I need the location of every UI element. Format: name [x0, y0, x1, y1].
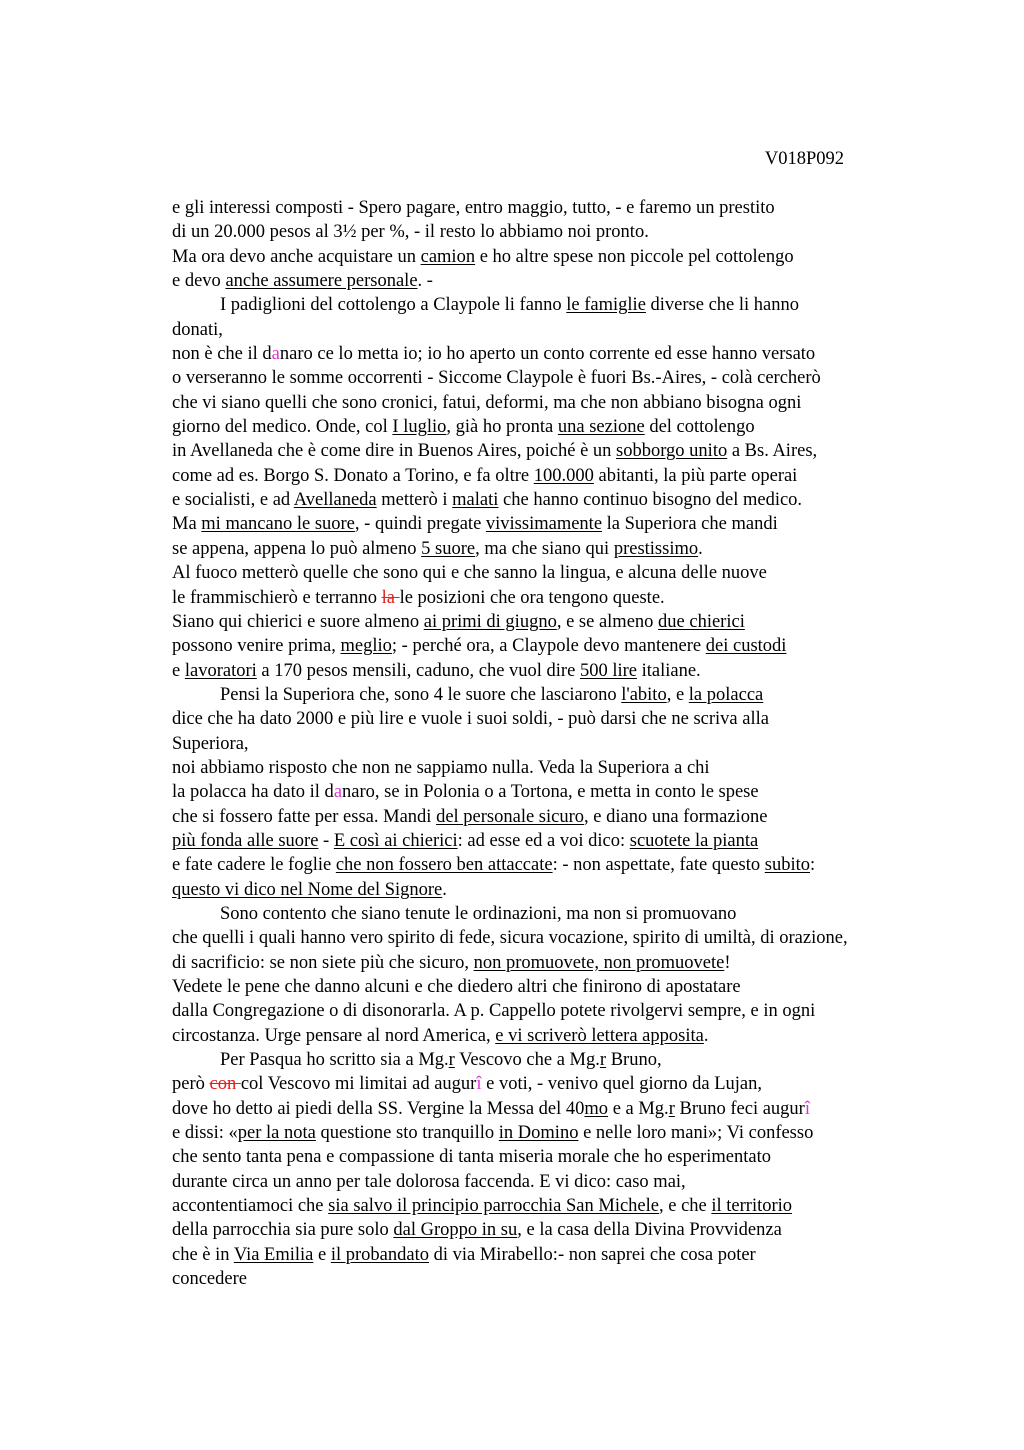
- text-run: concedere: [172, 1269, 247, 1290]
- text-line: [172, 1194, 972, 1218]
- text-line: [172, 439, 972, 463]
- underlined-text: le famiglie: [566, 295, 646, 316]
- text-run: . -: [417, 271, 433, 292]
- text-run: dice che ha dato 2000 e più lire e vuole i suoi soldi, - può darsi che ne scriva alla: [172, 709, 769, 730]
- text-run: della parrocchia sia pure solo: [172, 1220, 394, 1241]
- underlined-text: malati: [452, 490, 499, 511]
- text-run: a 170 pesos mensili, caduno, che vuol dire: [256, 660, 580, 681]
- text-line: [172, 537, 972, 561]
- text-run: e fate cadere le foglie: [172, 855, 336, 876]
- text-run: di sacrificio: se non siete più che sicuro,: [172, 952, 474, 973]
- underlined-text: meglio: [340, 636, 392, 657]
- text-line: [172, 902, 972, 926]
- underlined-text: il territorio: [711, 1196, 793, 1217]
- text-run: questione sto tranquillo: [315, 1123, 499, 1144]
- text-run: giorno del medico. Onde, col: [172, 417, 393, 438]
- text-run: e a Mg.: [608, 1098, 669, 1119]
- text-run: dove ho detto ai piedi della SS. Vergine la Messa del 40: [172, 1098, 585, 1119]
- text-line: [172, 245, 972, 269]
- text-run: e nelle loro mani»; Vi confesso: [578, 1123, 814, 1144]
- text-line: [172, 415, 972, 439]
- text-line: [172, 196, 972, 220]
- underlined-text: sobborgo unito: [616, 441, 728, 462]
- text-line: [172, 829, 972, 853]
- text-run: del cottolengo: [644, 417, 755, 438]
- text-line: [172, 1121, 972, 1145]
- text-run: e ho altre spese non piccole pel cottolengo: [475, 246, 794, 267]
- text-run: la Superiora che mandi: [602, 514, 778, 535]
- text-run: circostanza. Urge pensare al nord America,: [172, 1025, 496, 1046]
- text-line: [172, 512, 972, 536]
- text-run: donati,: [172, 319, 223, 340]
- underlined-text: Via Emilia: [233, 1244, 314, 1265]
- underlined-text: lavoratori: [184, 660, 257, 681]
- text-run: di via Mirabello:- non saprei che cosa poter: [428, 1244, 756, 1265]
- text-line: [172, 1170, 972, 1194]
- text-line: [172, 220, 972, 244]
- underlined-text: sia salvo il principio parrocchia San Michele: [328, 1196, 659, 1217]
- underlined-text: non promuovete, non promuovete: [473, 952, 725, 973]
- underlined-text: del personale sicuro: [436, 806, 585, 827]
- text-run: e voti, - venivo quel giorno da Lujan,: [481, 1074, 763, 1095]
- underlined-text: mo: [584, 1098, 609, 1119]
- deleted-text: con: [209, 1074, 241, 1095]
- page-identifier: V018P092: [764, 149, 844, 169]
- underlined-text: E così ai chierici: [333, 830, 458, 851]
- text-line: [172, 586, 972, 610]
- text-run: -: [318, 830, 334, 851]
- text-run: in Avellaneda che è come dire in Buenos Aires, poiché è un: [172, 441, 617, 462]
- text-line: [172, 780, 972, 804]
- text-line: [172, 1243, 972, 1267]
- text-run: e socialisti, e ad: [172, 490, 294, 511]
- text-run: , e se almeno: [556, 611, 659, 632]
- text-line: [172, 707, 972, 731]
- text-run: le frammischierò e terranno: [172, 587, 382, 608]
- underlined-text: che non fossero ben attaccate: [335, 855, 553, 876]
- text-run: Ma ora devo anche acquistare un: [172, 246, 421, 267]
- text-run: noi abbiamo risposto che non ne sappiamo nulla. Veda la Superiora a chi: [172, 757, 710, 778]
- underlined-text: r: [448, 1050, 455, 1071]
- text-run: e: [313, 1244, 331, 1265]
- text-line: [172, 488, 972, 512]
- text-run: o verseranno le somme occorrenti - Siccome Claypole è fuori Bs.-Aires, - colà cercherò: [172, 368, 821, 389]
- text-run: che vi siano quelli che sono cronici, fatui, deformi, ma che non abbiano bisogna ogni: [172, 392, 802, 413]
- text-run: !: [724, 952, 731, 973]
- text-run: Vescovo che a Mg.: [454, 1050, 600, 1071]
- underlined-text: prestissimo: [613, 538, 699, 559]
- text-line: [172, 1218, 972, 1242]
- letter-body: [172, 196, 972, 1291]
- text-run: Vedete le pene che danno alcuni e che diedero altri che finirono di apostatare: [172, 977, 741, 997]
- text-run: però: [172, 1074, 210, 1095]
- text-run: accontentiamoci che: [172, 1196, 329, 1217]
- text-line: [172, 634, 972, 658]
- text-run: , - quindi pregate: [354, 514, 486, 535]
- text-run: , e la casa della Divina Provvidenza: [517, 1220, 782, 1241]
- text-line: [172, 732, 972, 756]
- underlined-text: l'abito: [621, 684, 667, 705]
- inserted-char: î: [476, 1074, 482, 1095]
- inserted-char: a: [271, 344, 280, 365]
- text-line: [172, 1267, 972, 1291]
- text-run: Bruno feci augur: [674, 1098, 805, 1119]
- underlined-text: per la nota: [237, 1123, 316, 1144]
- underlined-text: dal Groppo in su: [393, 1220, 518, 1241]
- underlined-text: 5 suore: [421, 538, 476, 559]
- text-run: la polacca ha dato il d: [172, 782, 334, 803]
- text-run: come ad es. Borgo S. Donato a Torino, e fa oltre: [172, 465, 534, 486]
- text-run: le posizioni che ora tengono queste.: [399, 587, 665, 608]
- text-line: [172, 318, 972, 342]
- text-run: se appena, appena lo può almeno: [172, 538, 422, 559]
- text-line: [172, 683, 972, 707]
- underlined-text: questo vi dico nel Nome del Signore: [172, 879, 443, 900]
- text-run: che è in: [172, 1244, 234, 1265]
- text-run: :: [810, 855, 816, 876]
- text-run: di un 20.000 pesos al 3½ per %, - il resto lo abbiamo noi pronto.: [172, 222, 649, 243]
- text-run: Ma: [172, 514, 202, 535]
- text-run: a Bs. Aires,: [727, 441, 818, 462]
- text-run: I padiglioni del cottolengo a Claypole li fanno: [220, 295, 567, 316]
- text-line: [172, 366, 972, 390]
- inserted-char: a: [333, 782, 343, 803]
- text-run: non è che il d: [172, 344, 272, 365]
- text-run: , e che: [658, 1196, 712, 1217]
- underlined-text: due chierici: [658, 611, 745, 632]
- underlined-text: più fonda alle suore: [172, 830, 319, 851]
- text-line: [172, 999, 972, 1023]
- text-run: .: [703, 1025, 709, 1046]
- text-run: : ad esse ed a voi dico:: [457, 830, 630, 851]
- underlined-text: vivissimamente: [485, 514, 603, 535]
- text-line: [172, 756, 972, 780]
- text-line: [172, 805, 972, 829]
- text-line: [172, 951, 972, 975]
- underlined-text: 100.000: [533, 465, 594, 486]
- underlined-text: ai primi di giugno: [423, 611, 557, 632]
- underlined-text: r: [599, 1050, 607, 1071]
- text-run: Pensi la Superiora che, sono 4 le suore che lasciarono: [220, 684, 622, 705]
- underlined-text: il probandato: [330, 1244, 429, 1265]
- underlined-text: in Domino: [498, 1123, 579, 1144]
- text-run: dalla Congregazione o di disonorarla. A p. Cappello potete rivolgervi sempre, e in ogni: [172, 1001, 816, 1022]
- text-run: che si fossero fatte per essa. Mandi: [172, 806, 437, 827]
- text-run: Siano qui chierici e suore almeno: [172, 611, 424, 632]
- text-line: [172, 878, 972, 902]
- underlined-text: la polacca: [688, 684, 764, 705]
- deleted-text: la: [381, 587, 400, 608]
- text-run: Al fuoco metterò quelle che sono qui e che sanno la lingua, e alcuna delle nuove: [172, 563, 767, 584]
- underlined-text: scuotete la pianta: [629, 830, 759, 851]
- text-line: [172, 1048, 972, 1072]
- text-line: [172, 464, 972, 488]
- text-run: che hanno continuo bisogno del medico.: [498, 490, 803, 511]
- underlined-text: Avellaneda: [293, 490, 377, 511]
- text-line: [172, 391, 972, 415]
- text-line: [172, 561, 972, 585]
- text-run: Superiora,: [172, 733, 249, 754]
- text-run: e dissi: «: [172, 1123, 238, 1144]
- text-line: [172, 269, 972, 293]
- text-line: [172, 926, 972, 950]
- underlined-text: anche assumere personale: [225, 271, 418, 292]
- text-run: Bruno,: [606, 1050, 662, 1071]
- text-run: , già ho pronta: [446, 417, 558, 438]
- text-run: , e diano una formazione: [584, 806, 768, 827]
- text-line: [172, 975, 972, 999]
- text-line: [172, 1097, 972, 1121]
- underlined-text: I luglio: [392, 417, 447, 438]
- text-line: [172, 293, 972, 317]
- text-run: Per Pasqua ho scritto sia a Mg.: [220, 1050, 449, 1071]
- text-run: col Vescovo mi limitai ad augur: [240, 1074, 477, 1095]
- inserted-char: î: [804, 1098, 810, 1119]
- text-run: Sono contento che siano tenute le ordinazioni, ma non si promuovano: [220, 903, 737, 924]
- text-line: [172, 659, 972, 683]
- text-line: [172, 1024, 972, 1048]
- text-run: durante circa un anno per tale dolorosa faccenda. E vi dico: caso mai,: [172, 1171, 686, 1192]
- text-run: metterò i: [376, 490, 453, 511]
- text-run: e devo: [172, 271, 226, 292]
- text-run: italiane.: [636, 660, 701, 681]
- text-line: [172, 342, 972, 366]
- text-line: [172, 1072, 972, 1096]
- text-line: [172, 853, 972, 877]
- text-run: possono venire prima,: [172, 636, 341, 657]
- underlined-text: una sezione: [557, 417, 645, 438]
- text-run: , e: [666, 684, 689, 705]
- text-run: e gli interessi composti - Spero pagare, entro maggio, tutto, - e faremo un prestito: [172, 198, 775, 218]
- text-run: abitanti, la più parte operai: [593, 465, 798, 486]
- underlined-text: camion: [420, 246, 476, 267]
- text-run: , ma che siano qui: [475, 538, 614, 559]
- text-line: [172, 610, 972, 634]
- underlined-text: subito: [764, 855, 810, 876]
- text-run: naro ce lo metta io; io ho aperto un conto corrente ed esse hanno versato: [279, 344, 816, 365]
- underlined-text: 500 lire: [579, 660, 637, 681]
- underlined-text: r: [668, 1098, 675, 1119]
- underlined-text: mi mancano le suore: [201, 514, 355, 535]
- underlined-text: dei custodi: [705, 636, 787, 657]
- text-run: .: [442, 879, 447, 900]
- text-run: .: [698, 538, 703, 559]
- text-line: [172, 1145, 972, 1169]
- text-run: ; - perché ora, a Claypole devo mantenere: [391, 636, 706, 657]
- text-run: e: [172, 660, 185, 681]
- text-run: : - non aspettate, fate questo: [552, 855, 765, 876]
- text-run: naro, se in Polonia o a Tortona, e metta in conto le spese: [342, 782, 759, 803]
- text-run: che sento tanta pena e compassione di tanta miseria morale che ho esperimentato: [172, 1147, 771, 1168]
- text-run: diverse che li hanno: [645, 295, 799, 316]
- underlined-text: e vi scriverò lettera apposita: [495, 1025, 704, 1046]
- text-run: che quelli i quali hanno vero spirito di fede, sicura vocazione, spirito di umiltà, di orazione,: [172, 928, 848, 949]
